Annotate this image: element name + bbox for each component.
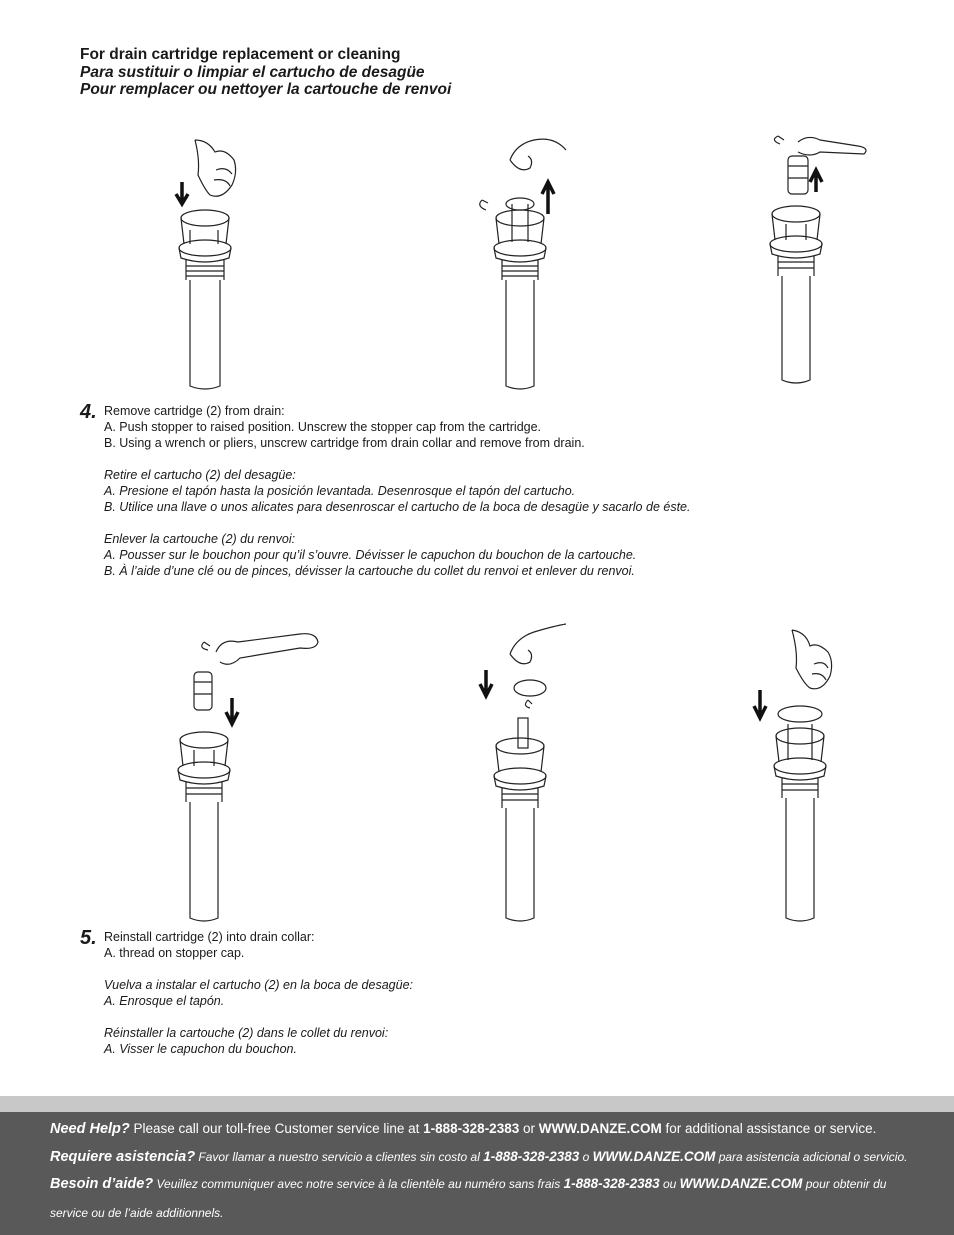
step-title: Reinstall cartridge (2) into drain collar:	[104, 930, 315, 944]
step-5-english	[104, 929, 413, 1057]
help-line-english: Need Help? Please call our toll-free Customer service line at 1-888-328-2383 or WWW.DANZE.COM for additional assistance or service.	[50, 1121, 877, 1137]
heading-spanish: Para sustituir o limpiar el cartucho de desagüe	[80, 63, 425, 81]
step-number: 5.	[80, 927, 97, 949]
website-link[interactable]: WWW.DANZE.COM	[679, 1176, 803, 1191]
illustration-push-stopper	[150, 130, 270, 392]
step-instruction: A. Visser le capuchon du bouchon.	[104, 1042, 297, 1056]
illustration-final-stopper	[748, 620, 868, 924]
step-instruction: A. Push stopper to raised position. Unscrew the stopper cap from the cartridge.	[104, 420, 542, 434]
step-title: Vuelva a instalar el cartucho (2) en la boca de desagüe:	[104, 978, 413, 992]
step-instruction: B. Utilice una llave o unos alicates para desenroscar el cartucho de la boca de desagüe y sacarlo de éste.	[104, 500, 691, 514]
step-title: Remove cartridge (2) from drain:	[104, 404, 285, 418]
illustration-install-cartridge	[150, 628, 330, 924]
step-instruction: B. Using a wrench or pliers, unscrew cartridge from drain collar and remove from drain.	[104, 436, 585, 450]
illustration-unscrew-cap	[468, 130, 588, 392]
step-4-english	[104, 403, 690, 579]
step-title: Retire el cartucho (2) del desagüe:	[104, 468, 296, 482]
heading-french: Pour remplacer ou nettoyer la cartouche de renvoi	[80, 81, 452, 98]
illustration-replace-cap	[468, 620, 588, 924]
phone-number[interactable]: 1-888-328-2383	[563, 1176, 660, 1191]
step-title: Réinstaller la cartouche (2) dans le collet du renvoi:	[104, 1026, 389, 1040]
illustration-remove-cartridge	[758, 130, 878, 392]
help-footer	[0, 1096, 954, 1235]
section-heading	[80, 46, 451, 99]
phone-number[interactable]: 1-888-328-2383	[483, 1149, 580, 1164]
step-4	[80, 403, 690, 579]
website-link[interactable]: WWW.DANZE.COM	[538, 1121, 662, 1136]
help-label: Requiere asistencia?	[50, 1149, 196, 1165]
help-label: Besoin d’aide?	[50, 1176, 154, 1192]
help-label: Need Help?	[50, 1121, 130, 1137]
help-line-spanish: Requiere asistencia? Favor llamar a nuestro servicio a clientes sin costo al 1-888-328-2383 o WWW.DANZE.COM para asistencia adicional o servicio.	[50, 1149, 908, 1165]
step-instruction: A. Enrosque el tapón.	[104, 994, 225, 1008]
heading-english: For drain cartridge replacement or cleaning	[80, 46, 401, 63]
step-instruction: A. Presione el tapón hasta la posición levantada. Desenrosque el tapón del cartucho.	[104, 484, 576, 498]
step-title: Enlever la cartouche (2) du renvoi:	[104, 532, 296, 546]
help-line-french: Besoin d’aide? Veuillez communiquer avec notre service à la clientèle au numéro sans frais 1-888-328-2383 ou WWW.DANZE.COM pour obtenir du	[50, 1176, 887, 1192]
step-instruction: A. thread on stopper cap.	[104, 946, 245, 960]
step-5	[80, 929, 413, 1057]
website-link[interactable]: WWW.DANZE.COM	[592, 1149, 716, 1164]
step-instruction: A. Pousser sur le bouchon pour qu’il s’ouvre. Dévisser le capuchon du bouchon de la cartouche.	[104, 548, 637, 562]
step-instruction: B. À l’aide d’une clé ou de pinces, dévisser la cartouche du collet du renvoi et enlever du renvoi.	[104, 564, 635, 578]
help-line-french-continued: service ou de l’aide additionnels.	[50, 1206, 224, 1220]
phone-number[interactable]: 1-888-328-2383	[423, 1121, 520, 1136]
step-number: 4.	[80, 401, 97, 423]
